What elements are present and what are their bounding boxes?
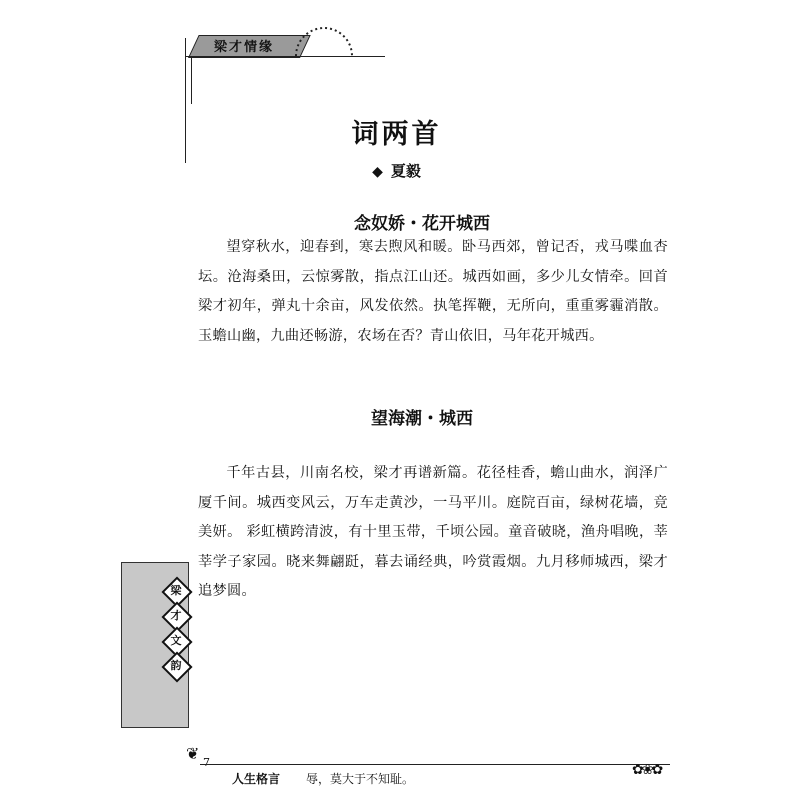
diamond-bullet-icon: ◆ [372, 164, 383, 180]
vertical-rule [191, 56, 192, 104]
poem-paragraph: 望穿秋水，迎春到，寒去煦风和暖。卧马西郊，曾记否，戎马喋血杏坛。沧海桑田，云惊雾散，指点江山还。城西如画，多少儿女情牵。回首梁才初年，弹丸十余亩，风发依然。执笔挥鞭，无所向，重重雾霾消散。玉蟾山幽，九曲还畅游，农场在否？青山依旧，马年花开城西。 [198, 239, 668, 344]
side-tab-char: 文 [163, 628, 189, 654]
dotted-arc-ornament [294, 16, 358, 60]
page-number: 7 [203, 756, 210, 769]
poem-paragraph: 千年古县，川南名校，梁才再谱新篇。花径桂香，蟾山曲水，润泽广厦千间。城西变风云，万车走黄沙，一马平川。庭院百亩，绿树花墙，竞美妍。 彩虹横跨清波，有十里玉带，千顷公园。童音破晓，渔舟唱晚，莘莘学子家园。晓来舞翩跹，暮去诵经典，吟赏霞烟。九月移师城西，梁才追梦圆。 [198, 465, 668, 599]
poem-title: 望海潮・城西 [371, 409, 473, 429]
flower-ornament-icon: ✿❀✿ [632, 762, 662, 778]
poem-body [198, 459, 668, 607]
side-tab-char: 梁 [163, 578, 189, 604]
side-tab-char: 韵 [163, 653, 189, 679]
side-tab-char: 才 [163, 603, 189, 629]
footer-label: 人生格言 [232, 772, 281, 786]
flourish-icon: ❦ [186, 744, 200, 763]
footer-rule [200, 764, 670, 765]
poem-title: 念奴娇・花开城西 [354, 214, 490, 234]
author-line [0, 160, 793, 181]
poem-body [198, 233, 668, 351]
footer-quote: 辱，莫大于不知耻。 [306, 772, 415, 786]
page-title: 词两首 [351, 119, 442, 150]
author-name: 夏毅 [390, 162, 421, 180]
section-label: 梁才情缘 [214, 40, 275, 55]
